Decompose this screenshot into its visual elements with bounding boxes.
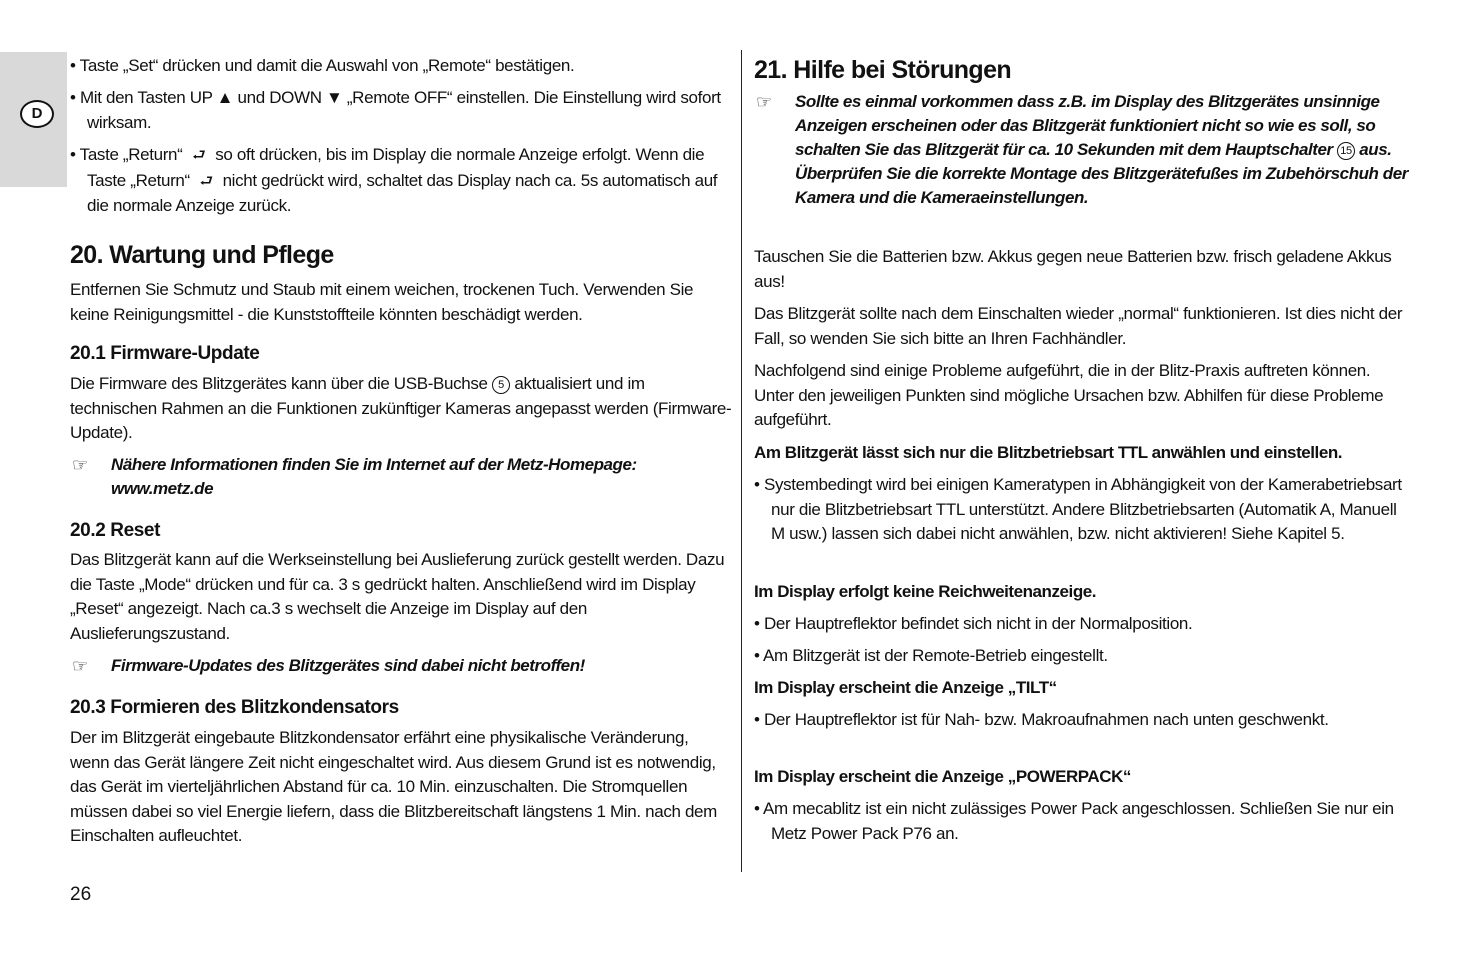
return-icon: ⮐ xyxy=(199,172,213,190)
answer-ttl: • Systembedingt wird bei einigen Kameratypen in Abhängigkeit von der Kamerabetriebsart nur die Blitzbetriebsart TTL unterstützt. Andere Blitzbetriebsarten (Automatik A, Manuell M usw.) lassen sich dabei nicht anwählen, bzw. nicht aktivieren! Siehe Kapitel 5. xyxy=(754,475,1402,543)
problem-ttl: Am Blitzgerät lässt sich nur die Blitzbetriebsart TTL anwählen und einstellen. xyxy=(754,443,1343,462)
heading-21: 21. Hilfe bei Störungen xyxy=(754,56,1012,84)
hand-pointer-icon: ☞ xyxy=(756,92,772,112)
bullet-return-text-a: • Taste „Return“ xyxy=(70,145,183,164)
paragraph-20-2: Das Blitzgerät kann auf die Werkseinstellung bei Auslieferung zurück gestellt werden. Dazu die Taste „Mode“ drücken und für ca. 3 s gedrückt halten. Anschließend wird im Display „Reset“ angezeigt. Nach ca.3 s wechselt die Anzeige im Display auf den Auslieferungszustand. xyxy=(70,550,725,643)
page-number: 26 xyxy=(70,884,92,905)
problem-tilt: Im Display erscheint die Anzeige „TILT“ xyxy=(754,678,1057,697)
bullet-return-text-c: nicht gedrückt wird, schaltet das Display nach ca. 5s automatisch auf die normale Anzeige zurück. xyxy=(87,170,718,215)
heading-20-3: 20.3 Formieren des Blitzkondensators xyxy=(70,697,399,718)
paragraph-normal: Das Blitzgerät sollte nach dem Einschalten wieder „normal“ funktionieren. Ist dies nicht der Fall, so wenden Sie sich bitte an Ihren Fachhändler. xyxy=(754,304,1403,348)
hand-pointer-icon: ☞ xyxy=(72,656,88,676)
problem-range: Im Display erfolgt keine Reichweitenanzeige. xyxy=(754,582,1097,601)
paragraph-problems: Nachfolgend sind einige Probleme aufgeführt, die in der Blitz-Praxis auftreten können. Unter den jeweiligen Punkten sind mögliche Ursachen bzw. Abhilfen für diese Probleme aufgeführt. xyxy=(754,361,1384,429)
paragraph-batteries: Tauschen Sie die Batterien bzw. Akkus gegen neue Batterien bzw. frisch geladene Akkus aus! xyxy=(754,247,1392,291)
answer-tilt: • Der Hauptreflektor ist für Nah- bzw. Makroaufnahmen nach unten geschwenkt. xyxy=(754,710,1329,729)
note-20-1-text: Nähere Informationen finden Sie im Internet auf der Metz-Homepage: www.metz.de xyxy=(111,455,637,498)
column-divider xyxy=(741,50,742,872)
note-21-text-a: Sollte es einmal vorkommen dass z.B. im Display des Blitzgerätes unsinnige Anzeigen erscheinen oder das Blitzgerät funktioniert nicht so wie es soll, so schalten Sie das Blitzgerät für ca. 10 Sekunden mit dem Hauptschalter xyxy=(795,92,1380,159)
usb-port-number: 5 xyxy=(492,376,510,394)
bullet-remote-off: • Mit den Tasten UP ▲ und DOWN ▼ „Remote OFF“ einstellen. Die Einstellung wird sofort wirksam. xyxy=(70,88,721,132)
note-20-2-text: Firmware-Updates des Blitzgerätes sind dabei nicht betroffen! xyxy=(111,656,585,675)
paragraph-20-1-b: aktualisiert und im technischen Rahmen an die Funktionen zukünftiger Kameras angepasst werden (Firmware-Update). xyxy=(70,374,732,442)
note-21 xyxy=(754,90,1414,210)
note-20-2 xyxy=(70,654,732,678)
paragraph-20-1 xyxy=(70,372,732,446)
note-21-text-b: aus. Überprüfen Sie die korrekte Montage des Blitzgerätefußes im Zubehörschuh der Kamera und die Kameraeinstellungen. xyxy=(795,140,1408,207)
heading-20-2: 20.2 Reset xyxy=(70,520,161,541)
language-badge: D xyxy=(20,100,54,128)
answer-powerpack: • Am mecablitz ist ein nicht zulässiges Power Pack angeschlossen. Schließen Sie nur ein Metz Power Pack P76 an. xyxy=(754,799,1394,843)
problem-powerpack: Im Display erscheint die Anzeige „POWERPACK“ xyxy=(754,767,1131,786)
return-icon: ⮐ xyxy=(192,147,206,164)
bullet-set: • Taste „Set“ drücken und damit die Auswahl von „Remote“ bestätigen. xyxy=(70,56,575,75)
paragraph-20-3: Der im Blitzgerät eingebaute Blitzkondensator erfährt eine physikalische Veränderung, wenn das Gerät längere Zeit nicht eingeschaltet wird. Aus diesem Grund ist es notwendig, das Gerät im vierteljährlichen Abstand für ca. 10 Min. einzuschalten. Die Stromquellen müssen dabei so viel Energie liefern, dass die Blitzbereitschaft längstens 1 Min. nach dem Einschalten aufleuchtet. xyxy=(70,728,717,845)
answer-range-1: • Der Hauptreflektor befindet sich nicht in der Normalposition. xyxy=(754,614,1193,633)
heading-20-1: 20.1 Firmware-Update xyxy=(70,343,260,364)
note-20-1 xyxy=(70,453,732,501)
hand-pointer-icon: ☞ xyxy=(72,455,88,475)
answer-range-2: • Am Blitzgerät ist der Remote-Betrieb eingestellt. xyxy=(754,646,1108,665)
bullet-return xyxy=(70,143,732,219)
heading-20: 20. Wartung und Pflege xyxy=(70,241,334,269)
paragraph-20-1-a: Die Firmware des Blitzgerätes kann über die USB-Buchse xyxy=(70,374,488,393)
bullet-return-text-b: so oft drücken, bis im Display die normale Anzeige erfolgt. Wenn die Taste „Return“ xyxy=(87,145,705,190)
main-switch-number: 15 xyxy=(1337,142,1355,160)
paragraph-20: Entfernen Sie Schmutz und Staub mit einem weichen, trockenen Tuch. Verwenden Sie keine Reinigungsmittel - die Kunststoffteile könnten beschädigt werden. xyxy=(70,280,694,324)
